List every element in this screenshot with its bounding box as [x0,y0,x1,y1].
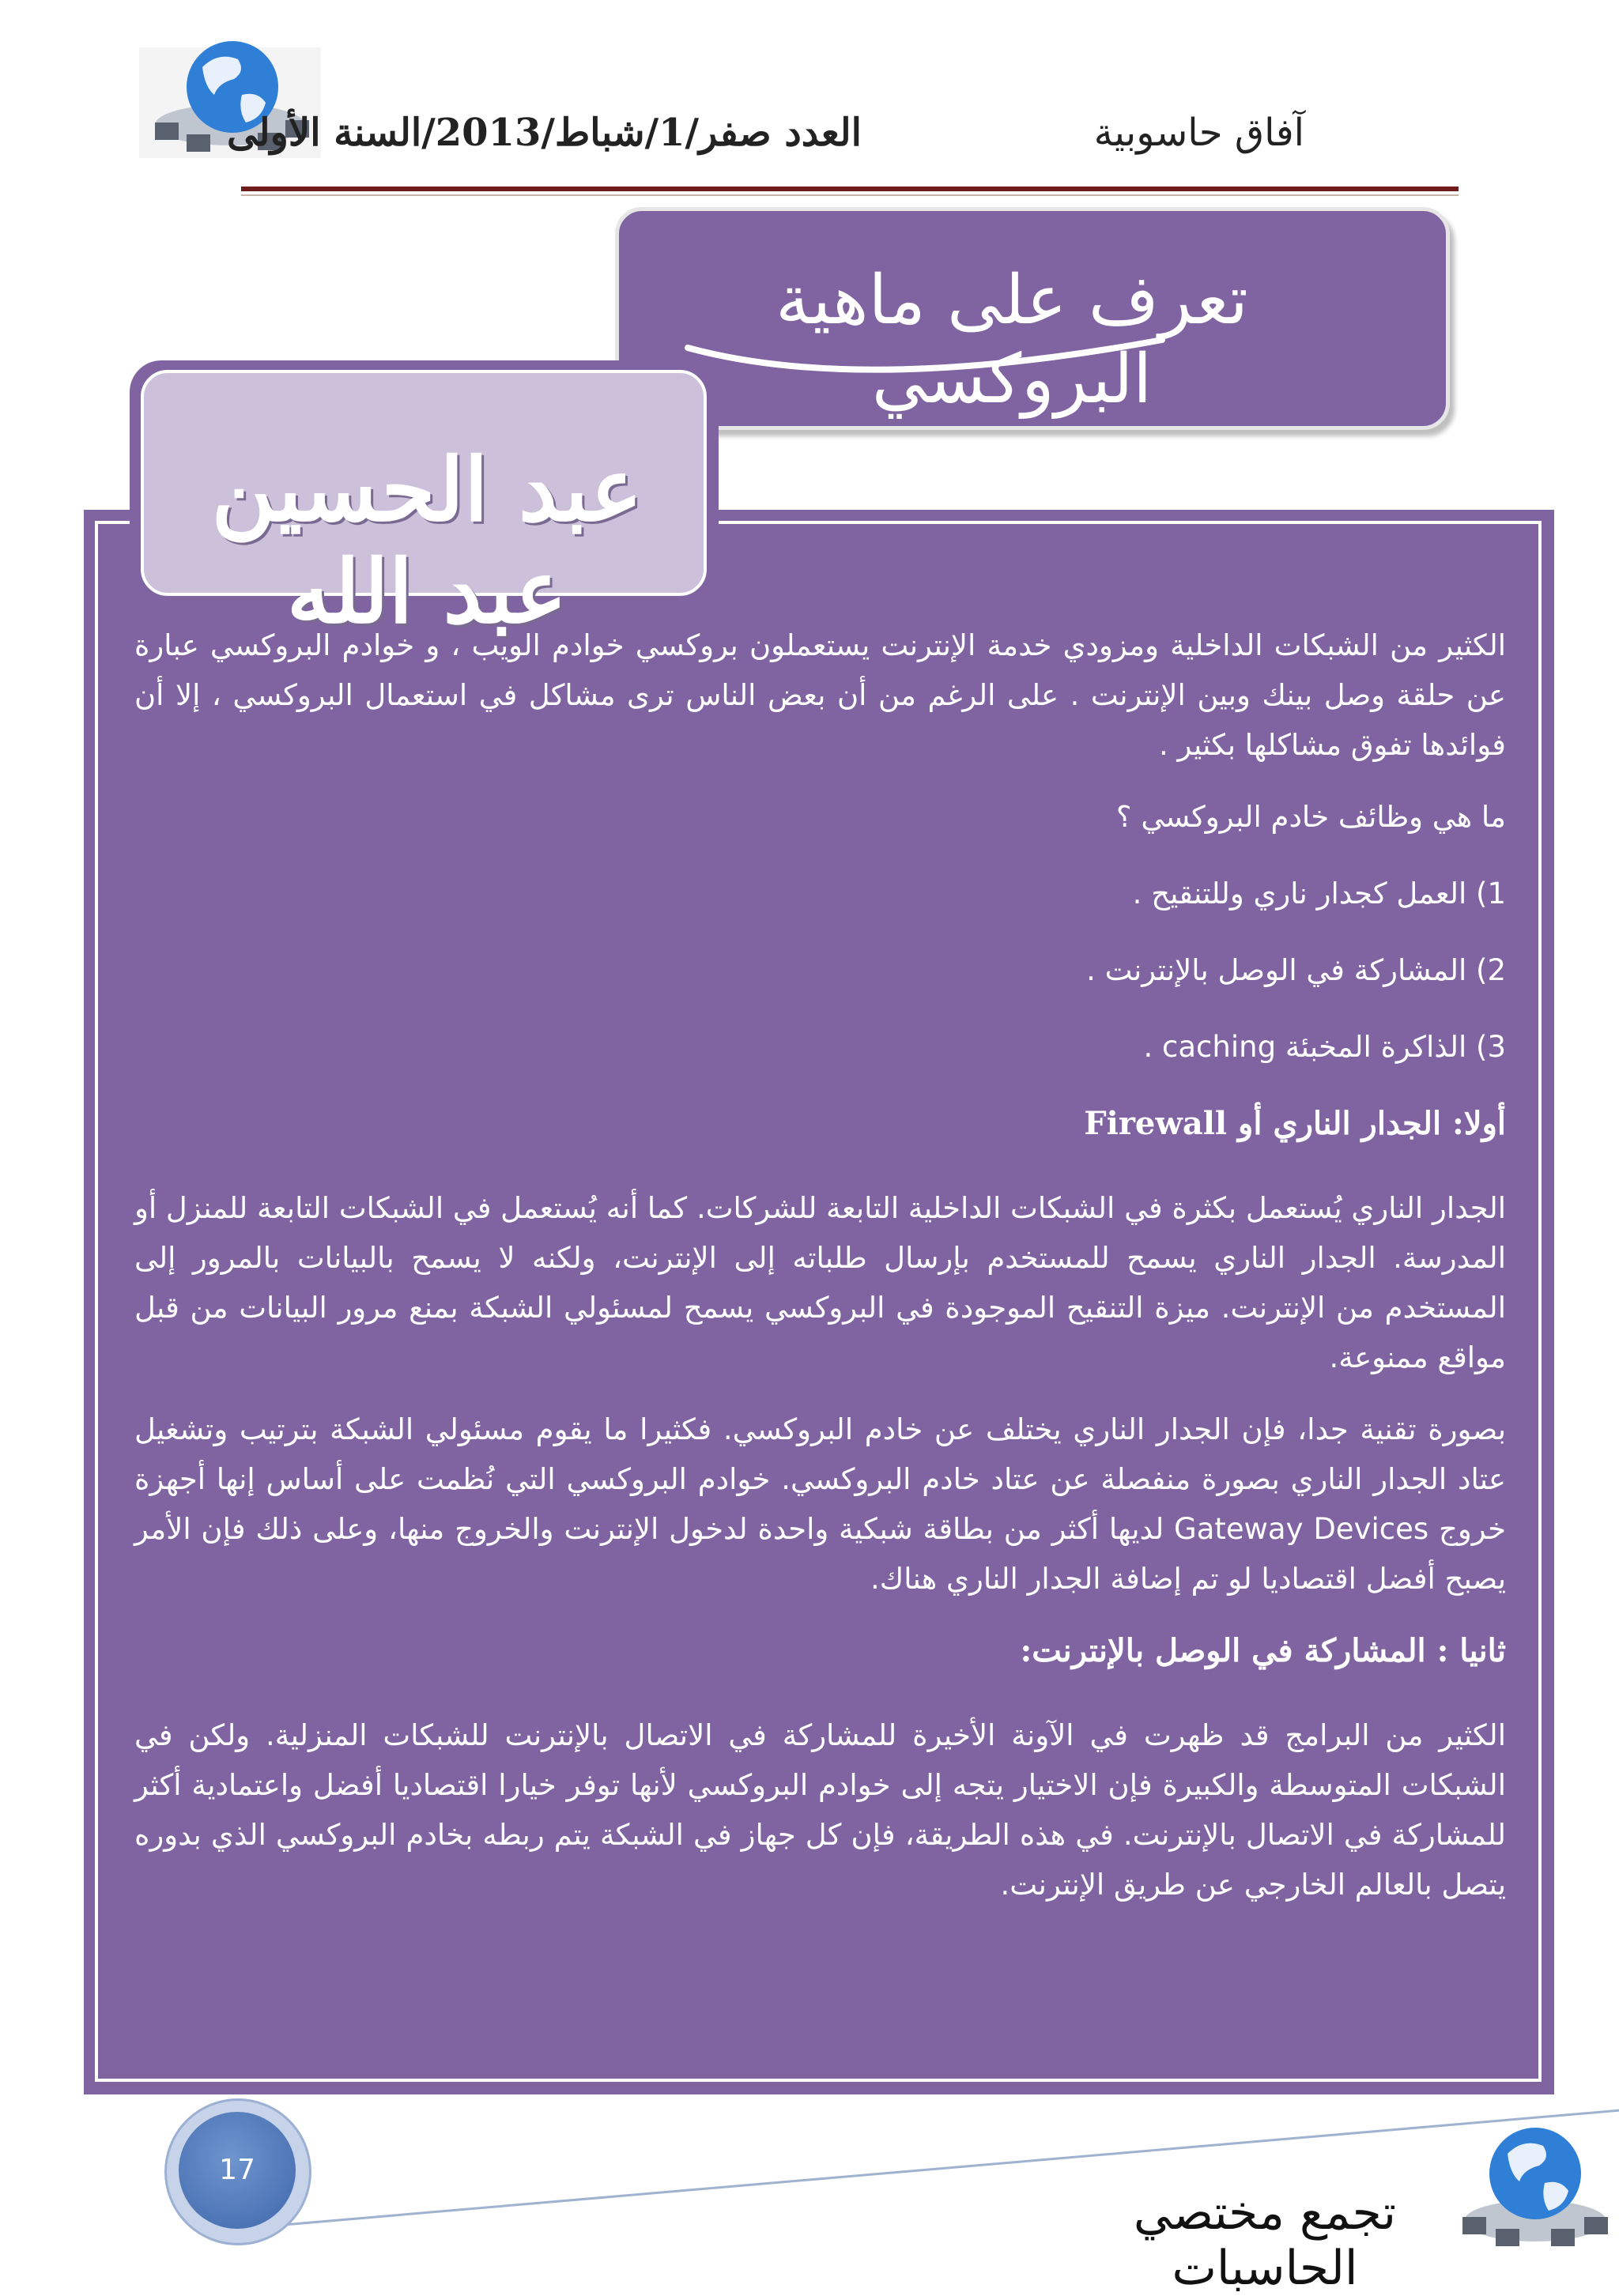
section-heading-sharing: ثانيا : المشاركة في الوصل بالإنترنت: [1020,1632,1506,1669]
firewall-paragraph-1: الجدار الناري يُستعمل بكثرة في الشبكات الداخلية التابعة للشركات. كما أنه يُستعمل في الشبكات التابعة للمنزل أو المدرسة. الجدار الناري يسمح للمستخدم بإرسال طلباته إلى الإنترنت، ولكنه لا يسمح بالبيانات بالمرور إلى المستخدم من الإنترنت. ميزة التنقيح الموجودة في البروكسي يسمح لمسئولي الشبكة بمنع مرور البيانات من قبل مواقع ممنوعة. [134,1191,1506,1374]
header-rule-thin [241,194,1459,196]
sharing-paragraph: الكثير من البرامج قد ظهرت في الآونة الأخيرة للمشاركة في الاتصال بالإنترنت للشبكات المنزلية. ولكن في الشبكات المتوسطة والكبيرة فإن الاختيار يتجه إلى خوادم البروكسي لأنها توفر خيارا اقتصاديا أفضل واعتمادية أكثر للمشاركة في الاتصال بالإنترنت. في هذه الطريقة، فإن كل جهاز في الشبكة يتم ربطه بخادم البروكسي الذي بدوره يتصل بالعالم الخارجي عن طريق الإنترنت. [134,1718,1506,1902]
intro-paragraph: الكثير من الشبكات الداخلية ومزودي خدمة الإنترنت يستعملون بروكسي خوادم الويب ، و خوادم البروكسي عبارة عن حلقة وصل بينك وبين الإنترنت . على الرغم من أن بعض الناس ترى مشاكل في استعمال البروكسي ، إلا أن فوائدها تفوق مشاكلها بكثير . [134,628,1506,762]
section-heading-firewall: أولا: الجدار الناري أو Firewall [1084,1105,1506,1142]
header-rule [241,187,1459,191]
issue-line: العدد صفر/1/شباط/2013/السنة الأولى [227,111,862,155]
function-item-3: 3) الذاكرة المخبئة caching . [1143,1030,1506,1064]
page-number: 17 [179,2112,296,2229]
functions-question: ما هي وظائف خادم البروكسي ؟ [1115,800,1506,834]
article-body [134,620,1506,1932]
article-title: تعرف على ماهية البروكسي [776,261,1248,419]
author-name: عبد الحسين عبد الله [211,439,643,643]
function-item-1: 1) العمل كجدار ناري وللتنقيح . [1132,877,1506,910]
magazine-title: آفاق حاسوبية [1093,111,1304,155]
globe-network-icon [1456,2110,1614,2253]
footer-brand-text: تجمع مختصي الحاسبات [1133,2185,1397,2296]
function-item-2: 2) المشاركة في الوصل بالإنترنت . [1086,953,1506,987]
firewall-paragraph-2: بصورة تقنية جدا، فإن الجدار الناري يختلف عن خادم البروكسي. فكثيرا ما يقوم مسئولي الشبكة بترتيب وتشغيل عتاد الجدار الناري بصورة منفصلة عن عتاد خادم البروكسي. خوادم البروكسي التي نُظمت على أساس إنها أجهزة خروج Gateway Devices لديها أكثر من بطاقة شبكية واحدة لدخول الإنترنت والخروج منها، وعلى ذلك فإن الأمر يصبح أفضل اقتصاديا لو تم إضافة الجدار الناري هناك. [134,1412,1506,1596]
